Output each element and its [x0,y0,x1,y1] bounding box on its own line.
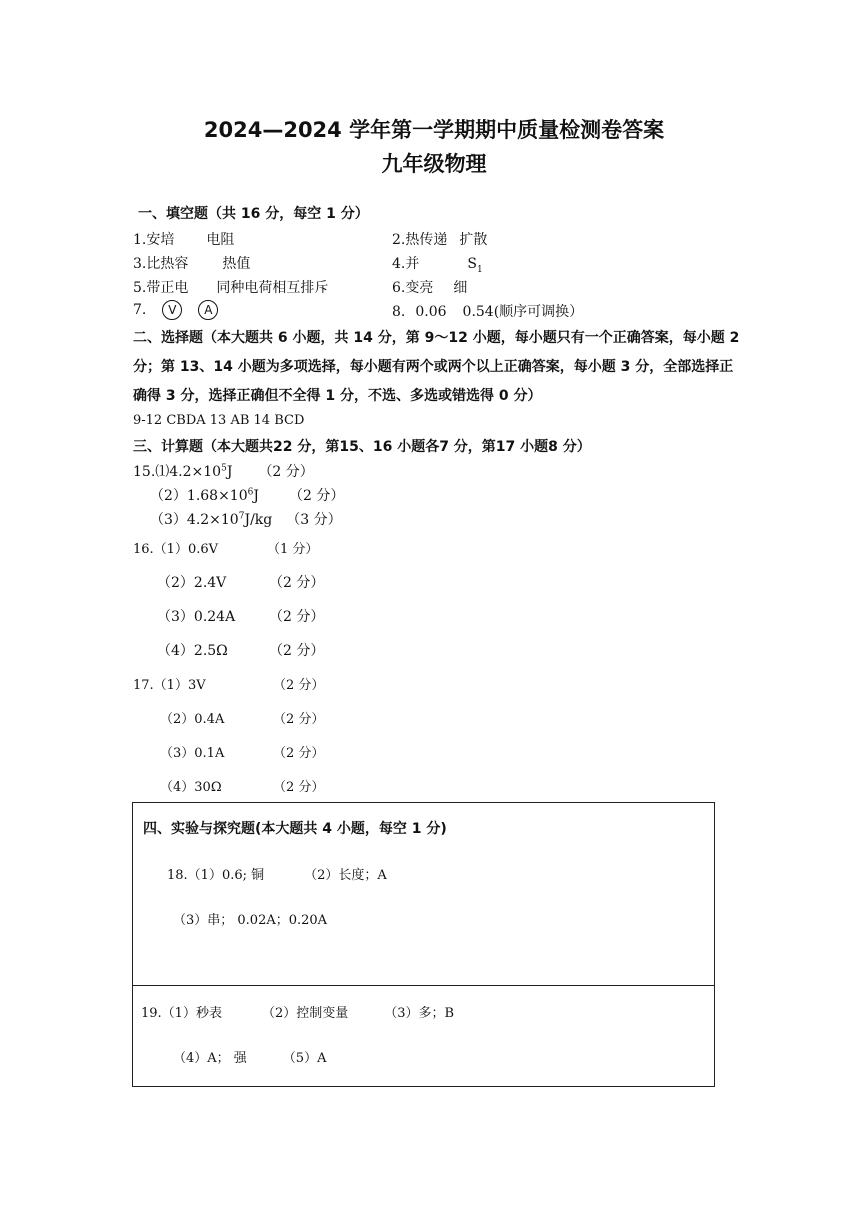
document-title: 2024—2024 学年第一学期期中质量检测卷答案 [203,118,665,142]
q5-answer-b: 同种电荷相互排斥 [216,280,329,296]
section4-heading: 四、实验与探究题(本大题共 4 小题，每空 1 分) [143,821,447,837]
q15-part2-unit: J [253,488,259,504]
q16-part4-label: （4）2.5Ω [157,643,228,659]
q8-answer-a: 0.06 [415,304,447,320]
q16-part2-score: （2 分） [269,575,325,591]
q6-answer-a: 变亮 [405,280,434,296]
q18-line1 [167,864,387,883]
q16-part1-score: （1 分） [267,542,319,557]
section4-box-q18 [132,802,715,986]
q15-part2-exponent: 6 [247,487,254,498]
q17-part3-label: （3）0.1A [160,746,225,761]
q17-part4-label: （4）30Ω [160,780,222,795]
q1-number: 1. [133,232,147,248]
q8-answer-b: 0.54(顺序可调换） [462,304,584,320]
q16-part3 [157,606,324,626]
q15-part1-unit: J [226,464,233,480]
q3-answer-a: 比热容 [146,256,189,272]
q2-answer-b: 扩散 [459,232,488,248]
q17-part1 [133,674,324,693]
q15-part3-unit: J/kg [244,512,273,528]
q15-part3-score: （3 分） [286,512,342,528]
q1-answer-a: 安培 [146,232,175,248]
q19-part4: （4）A； 强 [173,1051,247,1066]
q19-part3: （3）多；B [384,1006,455,1021]
q16-part2 [157,572,324,592]
q6-answer-b: 细 [453,280,468,296]
section1-heading: 一、填空题（共 16 分，每空 1 分） [138,206,369,222]
q5-number: 5. [133,280,147,296]
q15-part1-score: （2 分） [258,464,314,480]
q3-answer [133,253,250,273]
q3-number: 3. [133,256,147,272]
q3-answer-b: 热值 [222,256,251,272]
q1-answer-b: 电阻 [206,232,235,248]
q18-part2: （2）长度；A [304,868,387,883]
q7-answer [133,300,218,320]
q16-part3-label: （3）0.24A [157,609,236,625]
q16-part4-score: （2 分） [269,643,325,659]
q8-number: 8. [392,304,406,320]
q15-part3 [150,509,342,529]
q16-part1 [133,538,318,557]
q4-number: 4. [392,256,406,272]
ammeter-symbol-icon: A [198,300,218,320]
voltmeter-symbol-icon: V [162,300,182,320]
section3-heading: 三、计算题（本大题共22 分，第15、16 小题各7 分，第17 小题8 分） [133,439,591,455]
q6-answer [392,277,467,297]
q19-line2 [173,1047,326,1066]
section2-answers: 9-12 CBDA 13 AB 14 BCD [133,413,305,428]
q4-answer-a: 并 [405,256,420,272]
q16-part2-label: （2）2.4V [157,575,227,591]
q8-answer [392,301,583,321]
q1-answer [133,229,234,249]
q4-answer [392,253,483,275]
q19-part2: （2）控制变量 [261,1006,349,1021]
q16-part4 [157,640,324,660]
q5-answer-a: 带正电 [146,280,189,296]
q2-number: 2. [392,232,406,248]
q16-part3-score: （2 分） [269,609,325,625]
q15-part2 [150,485,344,505]
q15-part3-label: （3）4.2×10 [150,512,239,528]
q15-part1-label: 15.⑴4.2×10 [133,464,222,480]
q4-answer-b-subscript: 1 [476,264,483,275]
q5-answer [133,277,328,297]
q15-part2-label: （2）1.68×10 [150,488,248,504]
q19-part1: 19.（1）秒表 [141,1006,222,1021]
q17-part1-label: 17.（1）3V [133,678,206,693]
q15-part1 [133,461,314,481]
q2-answer [392,229,487,249]
q16-part1-label: 16.（1）0.6V [133,542,219,557]
q18-line2: （3）串； 0.02A；0.20A [173,913,328,928]
q15-part1-exponent: 5 [221,463,227,474]
q15-part2-score: （2 分） [288,488,345,504]
q17-part2 [160,708,324,727]
q19-line1 [141,1002,454,1021]
section4-box-q19 [132,985,715,1087]
q4-answer-b: S [467,256,477,272]
q6-number: 6. [392,280,406,296]
q7-number: 7. [133,302,147,318]
q17-part3-score: （2 分） [273,746,325,761]
q2-answer-a: 热传递 [405,232,448,248]
section2-heading: 二、选择题（本大题共 6 小题，共 14 分，第 9～12 小题，每小题只有一个正确答案，每小题 2 分；第 13、14 小题为多项选择，每小题有两个或两个以上正确答案，每小题 3 分，全部选择正确得 3 分，选择正确但不全得 1 分，不选、多选或错选得 0 分） [133,330,740,404]
q17-part2-score: （2 分） [273,712,325,727]
q15-part3-exponent: 7 [238,511,245,522]
q18-part1-2: 18.（1）0.6; 铜 [167,868,265,883]
q17-part2-label: （2）0.4A [160,712,225,727]
q17-part1-score: （2 分） [273,678,325,693]
q17-part4-score: （2 分） [273,780,325,795]
q19-part5: （5）A [282,1051,327,1066]
q17-part4 [160,776,324,795]
document-subtitle: 九年级物理 [381,152,487,176]
q17-part3 [160,742,324,761]
